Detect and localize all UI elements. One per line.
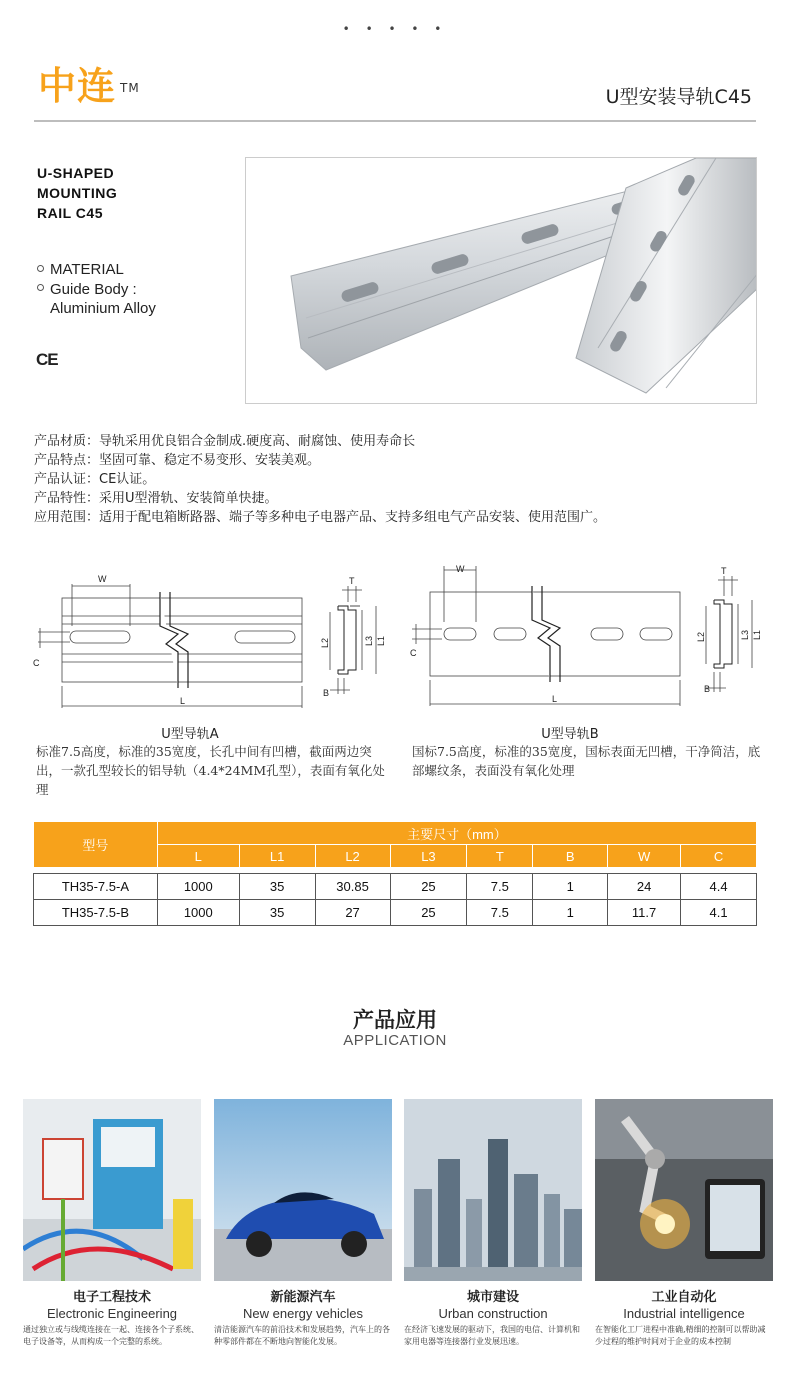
application-cn-label: 新能源汽车 bbox=[270, 1290, 336, 1305]
column-header: C bbox=[681, 845, 757, 868]
dim-label-t: T bbox=[721, 566, 727, 576]
product-photo bbox=[245, 157, 757, 404]
english-title-line: RAIL C45 bbox=[37, 205, 103, 221]
urban-construction-image bbox=[404, 1099, 582, 1281]
material-info bbox=[37, 260, 156, 319]
table-cell: 1 bbox=[533, 900, 608, 926]
page-title: U型安装导轨C45 bbox=[605, 86, 752, 108]
industrial-intelligence-image bbox=[595, 1099, 773, 1281]
application-description: 在智能化工厂进程中准确,精细的控制可以帮助减少过程的维护时间对于企业的成本控制 bbox=[595, 1325, 766, 1346]
application-en-label: New energy vehicles bbox=[243, 1306, 363, 1321]
column-header: L1 bbox=[239, 845, 315, 868]
new-energy-vehicles-image bbox=[214, 1099, 392, 1281]
rail-a-diagram bbox=[30, 566, 390, 716]
dim-label-b: B bbox=[323, 688, 330, 698]
table-cell: 24 bbox=[608, 874, 681, 900]
english-title-line: U-SHAPED bbox=[37, 165, 115, 181]
application-card-urban bbox=[404, 1099, 582, 1348]
rail-illustration bbox=[246, 158, 757, 404]
table-cell: 35 bbox=[239, 874, 315, 900]
electronic-engineering-image bbox=[23, 1099, 201, 1281]
dimensions-table bbox=[33, 821, 757, 926]
dim-label-w: W bbox=[98, 574, 107, 584]
dim-label-l: L bbox=[180, 696, 186, 706]
table-cell: 27 bbox=[315, 900, 390, 926]
column-header: B bbox=[533, 845, 608, 868]
logo-trademark: TM bbox=[120, 81, 140, 95]
table-cell: 7.5 bbox=[467, 900, 533, 926]
spec-line: 产品材质：导轨采用优良铝合金制成.硬度高、耐腐蚀、使用寿命长 bbox=[34, 434, 416, 449]
diagram-a-caption: U型导轨A bbox=[161, 727, 219, 742]
table-cell: 1000 bbox=[157, 900, 239, 926]
top-dots: • • • • • bbox=[342, 22, 448, 36]
application-en-label: Urban construction bbox=[438, 1306, 548, 1321]
table-cell: 25 bbox=[390, 874, 467, 900]
dim-label-l2: L2 bbox=[696, 631, 706, 642]
table-cell: 35 bbox=[239, 900, 315, 926]
brand-logo bbox=[38, 64, 140, 108]
column-header: W bbox=[608, 845, 681, 868]
column-header: T bbox=[467, 845, 533, 868]
table-cell: 11.7 bbox=[608, 900, 681, 926]
column-header: L3 bbox=[390, 845, 467, 868]
spec-line: 产品认证：CE认证。 bbox=[34, 472, 156, 487]
dimensions-group-header: 主要尺寸（mm） bbox=[157, 822, 756, 845]
table-cell: 1000 bbox=[157, 874, 239, 900]
dim-label-l3: L3 bbox=[740, 629, 750, 640]
application-en-label: Electronic Engineering bbox=[46, 1306, 178, 1321]
english-title-line: MOUNTING bbox=[37, 185, 118, 201]
dim-label-w: W bbox=[456, 564, 465, 574]
spec-list bbox=[34, 432, 606, 527]
application-description: 通过独立或与线缆连接在一起、连接各个子系统、电子设备等，从而构成一个完整的系统。 bbox=[23, 1325, 199, 1346]
applications-subtitle: APPLICATION bbox=[343, 1032, 447, 1049]
dim-label-l3: L3 bbox=[364, 635, 374, 646]
table-row bbox=[34, 900, 757, 926]
rail-b-diagram bbox=[406, 560, 766, 710]
application-card-vehicles bbox=[214, 1099, 392, 1348]
table-cell: 4.1 bbox=[681, 900, 757, 926]
dim-label-l2: L2 bbox=[320, 637, 330, 648]
logo-text: 中连 bbox=[38, 64, 117, 108]
column-header: L2 bbox=[315, 845, 390, 868]
dim-label-l: L bbox=[552, 694, 558, 704]
guide-body-value: Aluminium Alloy bbox=[50, 300, 156, 317]
applications-title: 产品应用 bbox=[353, 1008, 437, 1032]
application-cn-label: 城市建设 bbox=[466, 1290, 519, 1305]
dim-label-l1: L1 bbox=[752, 629, 762, 640]
application-cn-label: 工业自动化 bbox=[651, 1290, 717, 1305]
dim-label-b: B bbox=[704, 684, 711, 694]
table-cell: 4.4 bbox=[681, 874, 757, 900]
application-cn-label: 电子工程技术 bbox=[72, 1290, 151, 1305]
application-card-industrial bbox=[595, 1099, 773, 1348]
column-header: L bbox=[157, 845, 239, 868]
dim-label-c: C bbox=[33, 658, 40, 668]
dim-label-c: C bbox=[410, 648, 417, 658]
spec-line: 产品特点：坚固可靠、稳定不易变形、安装美观。 bbox=[34, 453, 321, 468]
table-cell: 7.5 bbox=[467, 874, 533, 900]
application-card-electronic bbox=[23, 1099, 201, 1348]
table-cell: 30.85 bbox=[315, 874, 390, 900]
table-row bbox=[34, 874, 757, 900]
guide-body-label: Guide Body : bbox=[50, 280, 137, 298]
application-en-label: Industrial intelligence bbox=[623, 1306, 745, 1321]
dim-label-t: T bbox=[349, 576, 355, 586]
spec-line: 产品特性：采用U型滑轨、安装简单快捷。 bbox=[34, 491, 278, 506]
table-cell: 1 bbox=[533, 874, 608, 900]
diagram-b-description: 国标7.5高度，标准的35宽度，国标表面无凹槽，干净简洁，底部螺纹条，表面没有氧化处理 bbox=[412, 744, 761, 778]
model-column-header: 型号 bbox=[34, 822, 158, 868]
ce-mark: CE bbox=[36, 350, 58, 369]
spec-line: 应用范围：适用于配电箱断路器、端子等多种电子电器产品、支持多组电气产品安装、使用范围广。 bbox=[34, 510, 607, 525]
model-cell: TH35-7.5-B bbox=[34, 900, 158, 926]
diagram-a-description: 标准7.5高度，标准的35宽度，长孔中间有凹槽，截面两边突出，一款孔型较长的铝导轨（4.4*24MM孔型），表面有氧化处理 bbox=[36, 744, 385, 797]
dim-label-l1: L1 bbox=[376, 635, 386, 646]
header-divider bbox=[34, 120, 756, 122]
material-label: MATERIAL bbox=[50, 261, 124, 278]
application-description: 在经济飞速发展的驱动下，我国的电信、计算机和家用电器等连接器行业发展迅速。 bbox=[404, 1325, 580, 1346]
bullet-ring-icon bbox=[37, 265, 44, 272]
application-description: 清洁能源汽车的前沿技术和发展趋势，汽车上的各种零部件都在不断地向智能化发展。 bbox=[214, 1325, 390, 1346]
diagram-b-caption: U型导轨B bbox=[541, 727, 599, 742]
bullet-ring-icon bbox=[37, 284, 44, 291]
model-cell: TH35-7.5-A bbox=[34, 874, 158, 900]
table-cell: 25 bbox=[390, 900, 467, 926]
english-title bbox=[37, 163, 117, 223]
